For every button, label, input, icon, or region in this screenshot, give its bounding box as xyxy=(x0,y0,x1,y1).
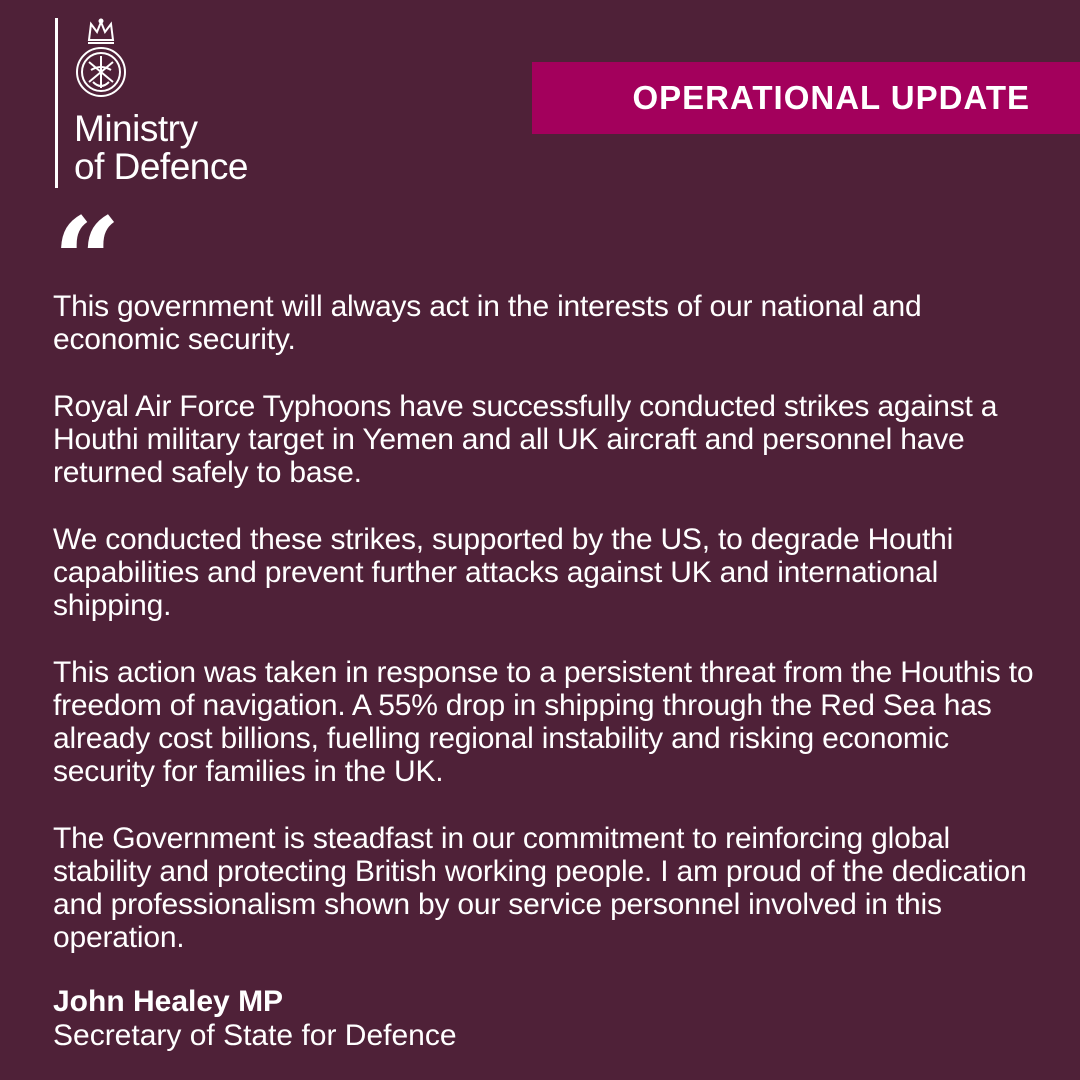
statement-paragraph-2: Royal Air Force Typhoons have successfully conducted strikes against a Houthi military target in Yemen and all UK aircraft and personnel have returned safely to base. xyxy=(53,390,998,489)
statement-paragraph-5: The Government is steadfast in our commitment to reinforcing global stability and protecting British working people. I am proud of the dedication and professionalism shown by our service personnel involved in this operation. xyxy=(53,822,1027,954)
quotation-mark-icon: “ xyxy=(53,191,121,330)
statement-body xyxy=(53,290,1053,988)
logo-line-2: of Defence xyxy=(74,146,248,187)
mod-logo xyxy=(55,18,295,188)
signatory-title: Secretary of State for Defence xyxy=(53,1019,457,1052)
signatory-name: John Healey MP xyxy=(53,985,284,1018)
signature-block xyxy=(53,985,457,1053)
royal-crest-icon xyxy=(71,18,131,102)
operational-update-badge xyxy=(532,62,1080,134)
statement-paragraph-4: This action was taken in response to a persistent threat from the Houthis to freedom of navigation. A 55% drop in shipping through the Red Sea has already cost billions, fuelling regional instability and risking economic security for families in the UK. xyxy=(53,656,1034,788)
logo-wordmark xyxy=(74,110,248,186)
logo-line-1: Ministry xyxy=(74,108,198,149)
badge-label: OPERATIONAL UPDATE xyxy=(632,79,1030,116)
statement-paragraph-1: This government will always act in the interests of our national and economic security. xyxy=(53,290,922,356)
logo-divider xyxy=(55,18,58,188)
statement-paragraph-3: We conducted these strikes, supported by the US, to degrade Houthi capabilities and prevent further attacks against UK and international shipping. xyxy=(53,523,954,622)
